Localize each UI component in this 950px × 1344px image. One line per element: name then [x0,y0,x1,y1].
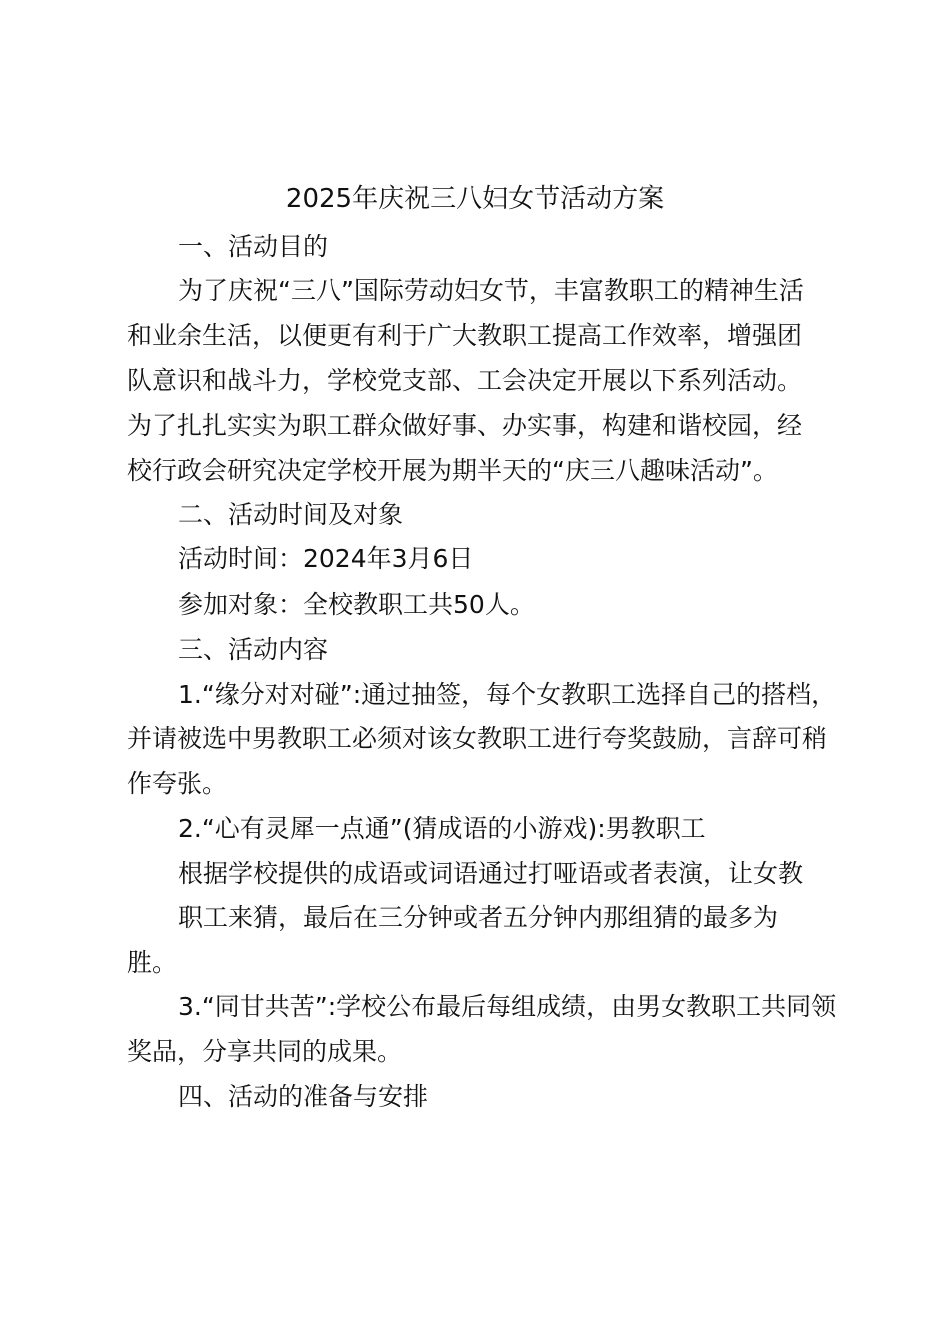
paragraph-line: 和业余生活，以便更有利于广大教职工提高工作效率，增强团 [127,321,803,350]
item-2-line: 根据学校提供的成语或词语通过打哑语或者表演，让女教 [178,859,804,888]
paragraph-line: 队意识和战斗力，学校党支部、工会决定开展以下系列活动。 [127,366,803,395]
paragraph-line: 为了扎扎实实为职工群众做好事、办实事，构建和谐校园，经 [127,411,803,440]
item-3-line: 3.“同甘共苦”:学校公布最后每组成绩，由男女教职工共同领 [178,992,837,1021]
participants: 参加对象：全校教职工共50人。 [178,590,535,619]
item-2-line: 2.“心有灵犀一点通”(猜成语的小游戏):男教职工 [178,814,706,843]
section-heading-preparation: 四、活动的准备与安排 [178,1082,429,1111]
section-heading-content: 三、活动内容 [178,635,329,664]
item-1-line: 1.“缘分对对碰”:通过抽签，每个女教职工选择自己的搭档， [178,680,837,709]
section-heading-time: 二、活动时间及对象 [178,500,404,529]
paragraph-line: 为了庆祝“三八”国际劳动妇女节，丰富教职工的精神生活 [178,276,804,305]
item-2-line: 胜。 [127,948,178,977]
item-2-line: 职工来猜，最后在三分钟或者五分钟内那组猜的最多为 [178,903,779,932]
section-heading-purpose: 一、活动目的 [178,232,329,261]
document-title: 2025年庆祝三八妇女节活动方案 [285,184,665,214]
item-1-line: 作夸张。 [127,769,228,798]
paragraph-line: 校行政会研究决定学校开展为期半天的“庆三八趣味活动”。 [127,456,778,485]
item-3-line: 奖品，分享共同的成果。 [127,1037,403,1066]
item-1-line: 并请被选中男教职工必须对该女教职工进行夸奖鼓励，言辞可稍 [127,724,828,753]
activity-time: 活动时间：2024年3月6日 [178,544,474,573]
